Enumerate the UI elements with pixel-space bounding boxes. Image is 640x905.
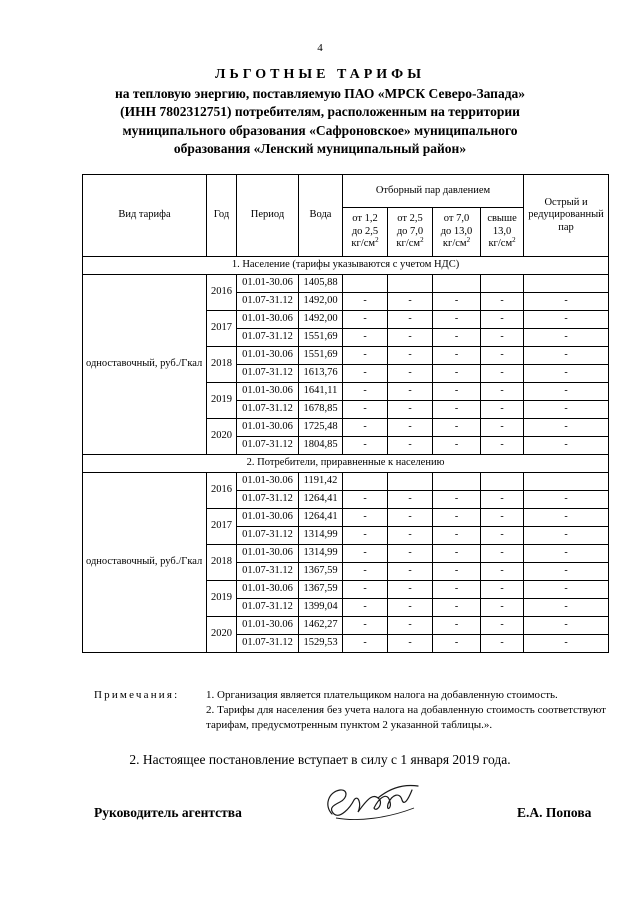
empty-tariff-cell: - (343, 563, 388, 581)
empty-tariff-cell: - (388, 383, 433, 401)
period-cell: 01.07-31.12 (237, 293, 299, 311)
empty-tariff-cell: - (481, 329, 524, 347)
empty-tariff-cell: - (433, 509, 481, 527)
year-cell: 2018 (207, 347, 237, 383)
empty-tariff-cell: - (524, 527, 609, 545)
empty-tariff-cell: - (481, 635, 524, 653)
water-tariff-cell: 1314,99 (299, 545, 343, 563)
empty-tariff-cell: - (388, 617, 433, 635)
empty-tariff-cell: - (524, 581, 609, 599)
empty-tariff-cell (343, 473, 388, 491)
empty-tariff-cell: - (433, 581, 481, 599)
empty-tariff-cell (481, 275, 524, 293)
table-row (83, 275, 609, 293)
empty-tariff-cell: - (433, 401, 481, 419)
period-cell: 01.07-31.12 (237, 437, 299, 455)
empty-tariff-cell: - (343, 545, 388, 563)
period-cell: 01.01-30.06 (237, 545, 299, 563)
empty-tariff-cell: - (481, 527, 524, 545)
empty-tariff-cell: - (343, 347, 388, 365)
empty-tariff-cell: - (524, 293, 609, 311)
empty-tariff-cell: - (343, 365, 388, 383)
empty-tariff-cell: - (524, 563, 609, 581)
empty-tariff-cell: - (433, 545, 481, 563)
empty-tariff-cell: - (524, 365, 609, 383)
water-tariff-cell: 1264,41 (299, 491, 343, 509)
empty-tariff-cell (524, 275, 609, 293)
empty-tariff-cell: - (388, 491, 433, 509)
empty-tariff-cell: - (343, 509, 388, 527)
year-cell: 2020 (207, 419, 237, 455)
water-tariff-cell: 1551,69 (299, 347, 343, 365)
water-tariff-cell: 1191,42 (299, 473, 343, 491)
title-main: ЛЬГОТНЫЕ ТАРИФЫ (215, 67, 425, 82)
empty-tariff-cell: - (481, 509, 524, 527)
empty-tariff-cell: - (388, 329, 433, 347)
period-cell: 01.01-30.06 (237, 275, 299, 293)
empty-tariff-cell: - (481, 581, 524, 599)
notes-items (206, 688, 606, 733)
water-tariff-cell: 1492,00 (299, 293, 343, 311)
empty-tariff-cell: - (524, 437, 609, 455)
year-cell: 2016 (207, 275, 237, 311)
header-sharp-steam: Острый и редуцированный пар (524, 175, 609, 257)
empty-tariff-cell: - (433, 527, 481, 545)
empty-tariff-cell: - (481, 293, 524, 311)
empty-tariff-cell: - (343, 527, 388, 545)
page-number: 4 (317, 42, 323, 54)
empty-tariff-cell: - (481, 599, 524, 617)
empty-tariff-cell: - (524, 545, 609, 563)
empty-tariff-cell: - (481, 563, 524, 581)
period-cell: 01.07-31.12 (237, 329, 299, 347)
empty-tariff-cell: - (433, 563, 481, 581)
empty-tariff-cell: - (524, 383, 609, 401)
period-cell: 01.07-31.12 (237, 635, 299, 653)
empty-tariff-cell: - (343, 581, 388, 599)
empty-tariff-cell: - (481, 545, 524, 563)
water-tariff-cell: 1804,85 (299, 437, 343, 455)
header-pressure-3: от 7,0 до 13,0 $кг/см^2$ (433, 208, 481, 257)
empty-tariff-cell: - (433, 365, 481, 383)
empty-tariff-cell: - (343, 401, 388, 419)
empty-tariff-cell: - (388, 347, 433, 365)
year-cell: 2019 (207, 383, 237, 419)
empty-tariff-cell: - (388, 437, 433, 455)
water-tariff-cell: 1405,88 (299, 275, 343, 293)
period-cell: 01.01-30.06 (237, 419, 299, 437)
empty-tariff-cell: - (343, 419, 388, 437)
water-tariff-cell: 1613,76 (299, 365, 343, 383)
empty-tariff-cell: - (524, 329, 609, 347)
empty-tariff-cell: - (343, 491, 388, 509)
decree-effective-date: 2. Настоящее постановление вступает в силу с 1 января 2019 года. (129, 752, 511, 767)
empty-tariff-cell: - (433, 491, 481, 509)
empty-tariff-cell: - (388, 311, 433, 329)
period-cell: 01.01-30.06 (237, 581, 299, 599)
period-cell: 01.01-30.06 (237, 509, 299, 527)
empty-tariff-cell: - (343, 383, 388, 401)
empty-tariff-cell: - (481, 419, 524, 437)
empty-tariff-cell: - (343, 635, 388, 653)
notes-label: Примечания: (94, 689, 180, 701)
table-row (83, 473, 609, 491)
water-tariff-cell: 1725,48 (299, 419, 343, 437)
empty-tariff-cell: - (388, 635, 433, 653)
empty-tariff-cell (388, 275, 433, 293)
title-line-3: (ИНН 7802312751) потребителям, расположенным на территории (120, 104, 520, 119)
empty-tariff-cell: - (388, 545, 433, 563)
empty-tariff-cell: - (388, 509, 433, 527)
header-period: Период (237, 175, 299, 257)
empty-tariff-cell: - (388, 293, 433, 311)
empty-tariff-cell: - (433, 347, 481, 365)
signatory-name: Е.А. Попова (517, 805, 592, 820)
empty-tariff-cell: - (433, 635, 481, 653)
year-cell: 2018 (207, 545, 237, 581)
note-1: 1. Организация является плательщиком налога на добавленную стоимость. (206, 689, 558, 701)
empty-tariff-cell: - (433, 419, 481, 437)
water-tariff-cell: 1462,27 (299, 617, 343, 635)
empty-tariff-cell: - (388, 419, 433, 437)
water-tariff-cell: 1678,85 (299, 401, 343, 419)
empty-tariff-cell: - (388, 365, 433, 383)
water-tariff-cell: 1367,59 (299, 581, 343, 599)
empty-tariff-cell: - (343, 617, 388, 635)
empty-tariff-cell (433, 275, 481, 293)
header-pressure-1: от 1,2 до 2,5 $кг/см^2$ (343, 208, 388, 257)
empty-tariff-cell (524, 473, 609, 491)
empty-tariff-cell (388, 473, 433, 491)
header-steam: Отборный пар давлением (343, 175, 524, 208)
year-cell: 2016 (207, 473, 237, 509)
empty-tariff-cell: - (524, 635, 609, 653)
signatory-title: Руководитель агентства (94, 805, 242, 820)
empty-tariff-cell: - (524, 419, 609, 437)
empty-tariff-cell: - (481, 437, 524, 455)
water-tariff-cell: 1264,41 (299, 509, 343, 527)
year-cell: 2020 (207, 617, 237, 653)
empty-tariff-cell: - (481, 311, 524, 329)
empty-tariff-cell: - (343, 293, 388, 311)
tariff-type-cell: одноставочный, руб./Гкал (83, 275, 207, 455)
water-tariff-cell: 1367,59 (299, 563, 343, 581)
empty-tariff-cell: - (433, 437, 481, 455)
period-cell: 01.07-31.12 (237, 365, 299, 383)
empty-tariff-cell (433, 473, 481, 491)
empty-tariff-cell: - (524, 599, 609, 617)
title-line-5: образования «Ленский муниципальный район» (173, 141, 467, 156)
signature-image (318, 778, 428, 830)
header-pressure-4: свыше 13,0 $кг/см^2$ (481, 208, 524, 257)
tariffs-table (82, 174, 609, 653)
period-cell: 01.07-31.12 (237, 563, 299, 581)
empty-tariff-cell: - (481, 491, 524, 509)
empty-tariff-cell: - (388, 581, 433, 599)
empty-tariff-cell: - (433, 311, 481, 329)
period-cell: 01.07-31.12 (237, 491, 299, 509)
period-cell: 01.01-30.06 (237, 383, 299, 401)
empty-tariff-cell: - (524, 401, 609, 419)
empty-tariff-cell: - (433, 329, 481, 347)
empty-tariff-cell: - (388, 401, 433, 419)
empty-tariff-cell: - (433, 383, 481, 401)
empty-tariff-cell: - (524, 347, 609, 365)
water-tariff-cell: 1492,00 (299, 311, 343, 329)
section-title: 1. Население (тарифы указываются с учетом НДС) (83, 257, 609, 275)
section-row (83, 455, 609, 473)
empty-tariff-cell: - (481, 401, 524, 419)
title-line-2: на тепловую энергию, поставляемую ПАО «МРСК Северо-Запада» (114, 85, 526, 101)
year-cell: 2019 (207, 581, 237, 617)
header-pressure-2: от 2,5 до 7,0 $кг/см^2$ (388, 208, 433, 257)
empty-tariff-cell: - (481, 617, 524, 635)
header-tariff-type: Вид тарифа (83, 175, 207, 257)
water-tariff-cell: 1641,11 (299, 383, 343, 401)
document-title (70, 66, 570, 159)
period-cell: 01.01-30.06 (237, 617, 299, 635)
water-tariff-cell: 1551,69 (299, 329, 343, 347)
empty-tariff-cell: - (524, 617, 609, 635)
header-water: Вода (299, 175, 343, 257)
empty-tariff-cell: - (343, 329, 388, 347)
empty-tariff-cell: - (388, 563, 433, 581)
empty-tariff-cell (343, 275, 388, 293)
year-cell: 2017 (207, 509, 237, 545)
empty-tariff-cell: - (343, 311, 388, 329)
water-tariff-cell: 1314,99 (299, 527, 343, 545)
empty-tariff-cell: - (343, 599, 388, 617)
empty-tariff-cell: - (524, 509, 609, 527)
water-tariff-cell: 1529,53 (299, 635, 343, 653)
empty-tariff-cell: - (388, 527, 433, 545)
year-cell: 2017 (207, 311, 237, 347)
period-cell: 01.01-30.06 (237, 473, 299, 491)
empty-tariff-cell (481, 473, 524, 491)
empty-tariff-cell: - (433, 599, 481, 617)
note-2: 2. Тарифы для населения без учета налога на добавленную стоимость соответствуют тарифам, предусмотренным пунктом 2 указанной таблицы.». (206, 704, 606, 731)
header-year: Год (207, 175, 237, 257)
tariff-type-cell: одноставочный, руб./Гкал (83, 473, 207, 653)
section-title: 2. Потребители, приравненные к населению (83, 455, 609, 473)
empty-tariff-cell: - (433, 617, 481, 635)
empty-tariff-cell: - (433, 293, 481, 311)
water-tariff-cell: 1399,04 (299, 599, 343, 617)
empty-tariff-cell: - (481, 347, 524, 365)
section-row (83, 257, 609, 275)
period-cell: 01.07-31.12 (237, 599, 299, 617)
empty-tariff-cell: - (343, 437, 388, 455)
empty-tariff-cell: - (481, 383, 524, 401)
period-cell: 01.07-31.12 (237, 401, 299, 419)
period-cell: 01.01-30.06 (237, 347, 299, 365)
title-line-4: муниципального образования «Сафроновское» муниципального (122, 122, 518, 138)
empty-tariff-cell: - (388, 599, 433, 617)
empty-tariff-cell: - (481, 365, 524, 383)
empty-tariff-cell: - (524, 311, 609, 329)
period-cell: 01.01-30.06 (237, 311, 299, 329)
period-cell: 01.07-31.12 (237, 527, 299, 545)
empty-tariff-cell: - (524, 491, 609, 509)
